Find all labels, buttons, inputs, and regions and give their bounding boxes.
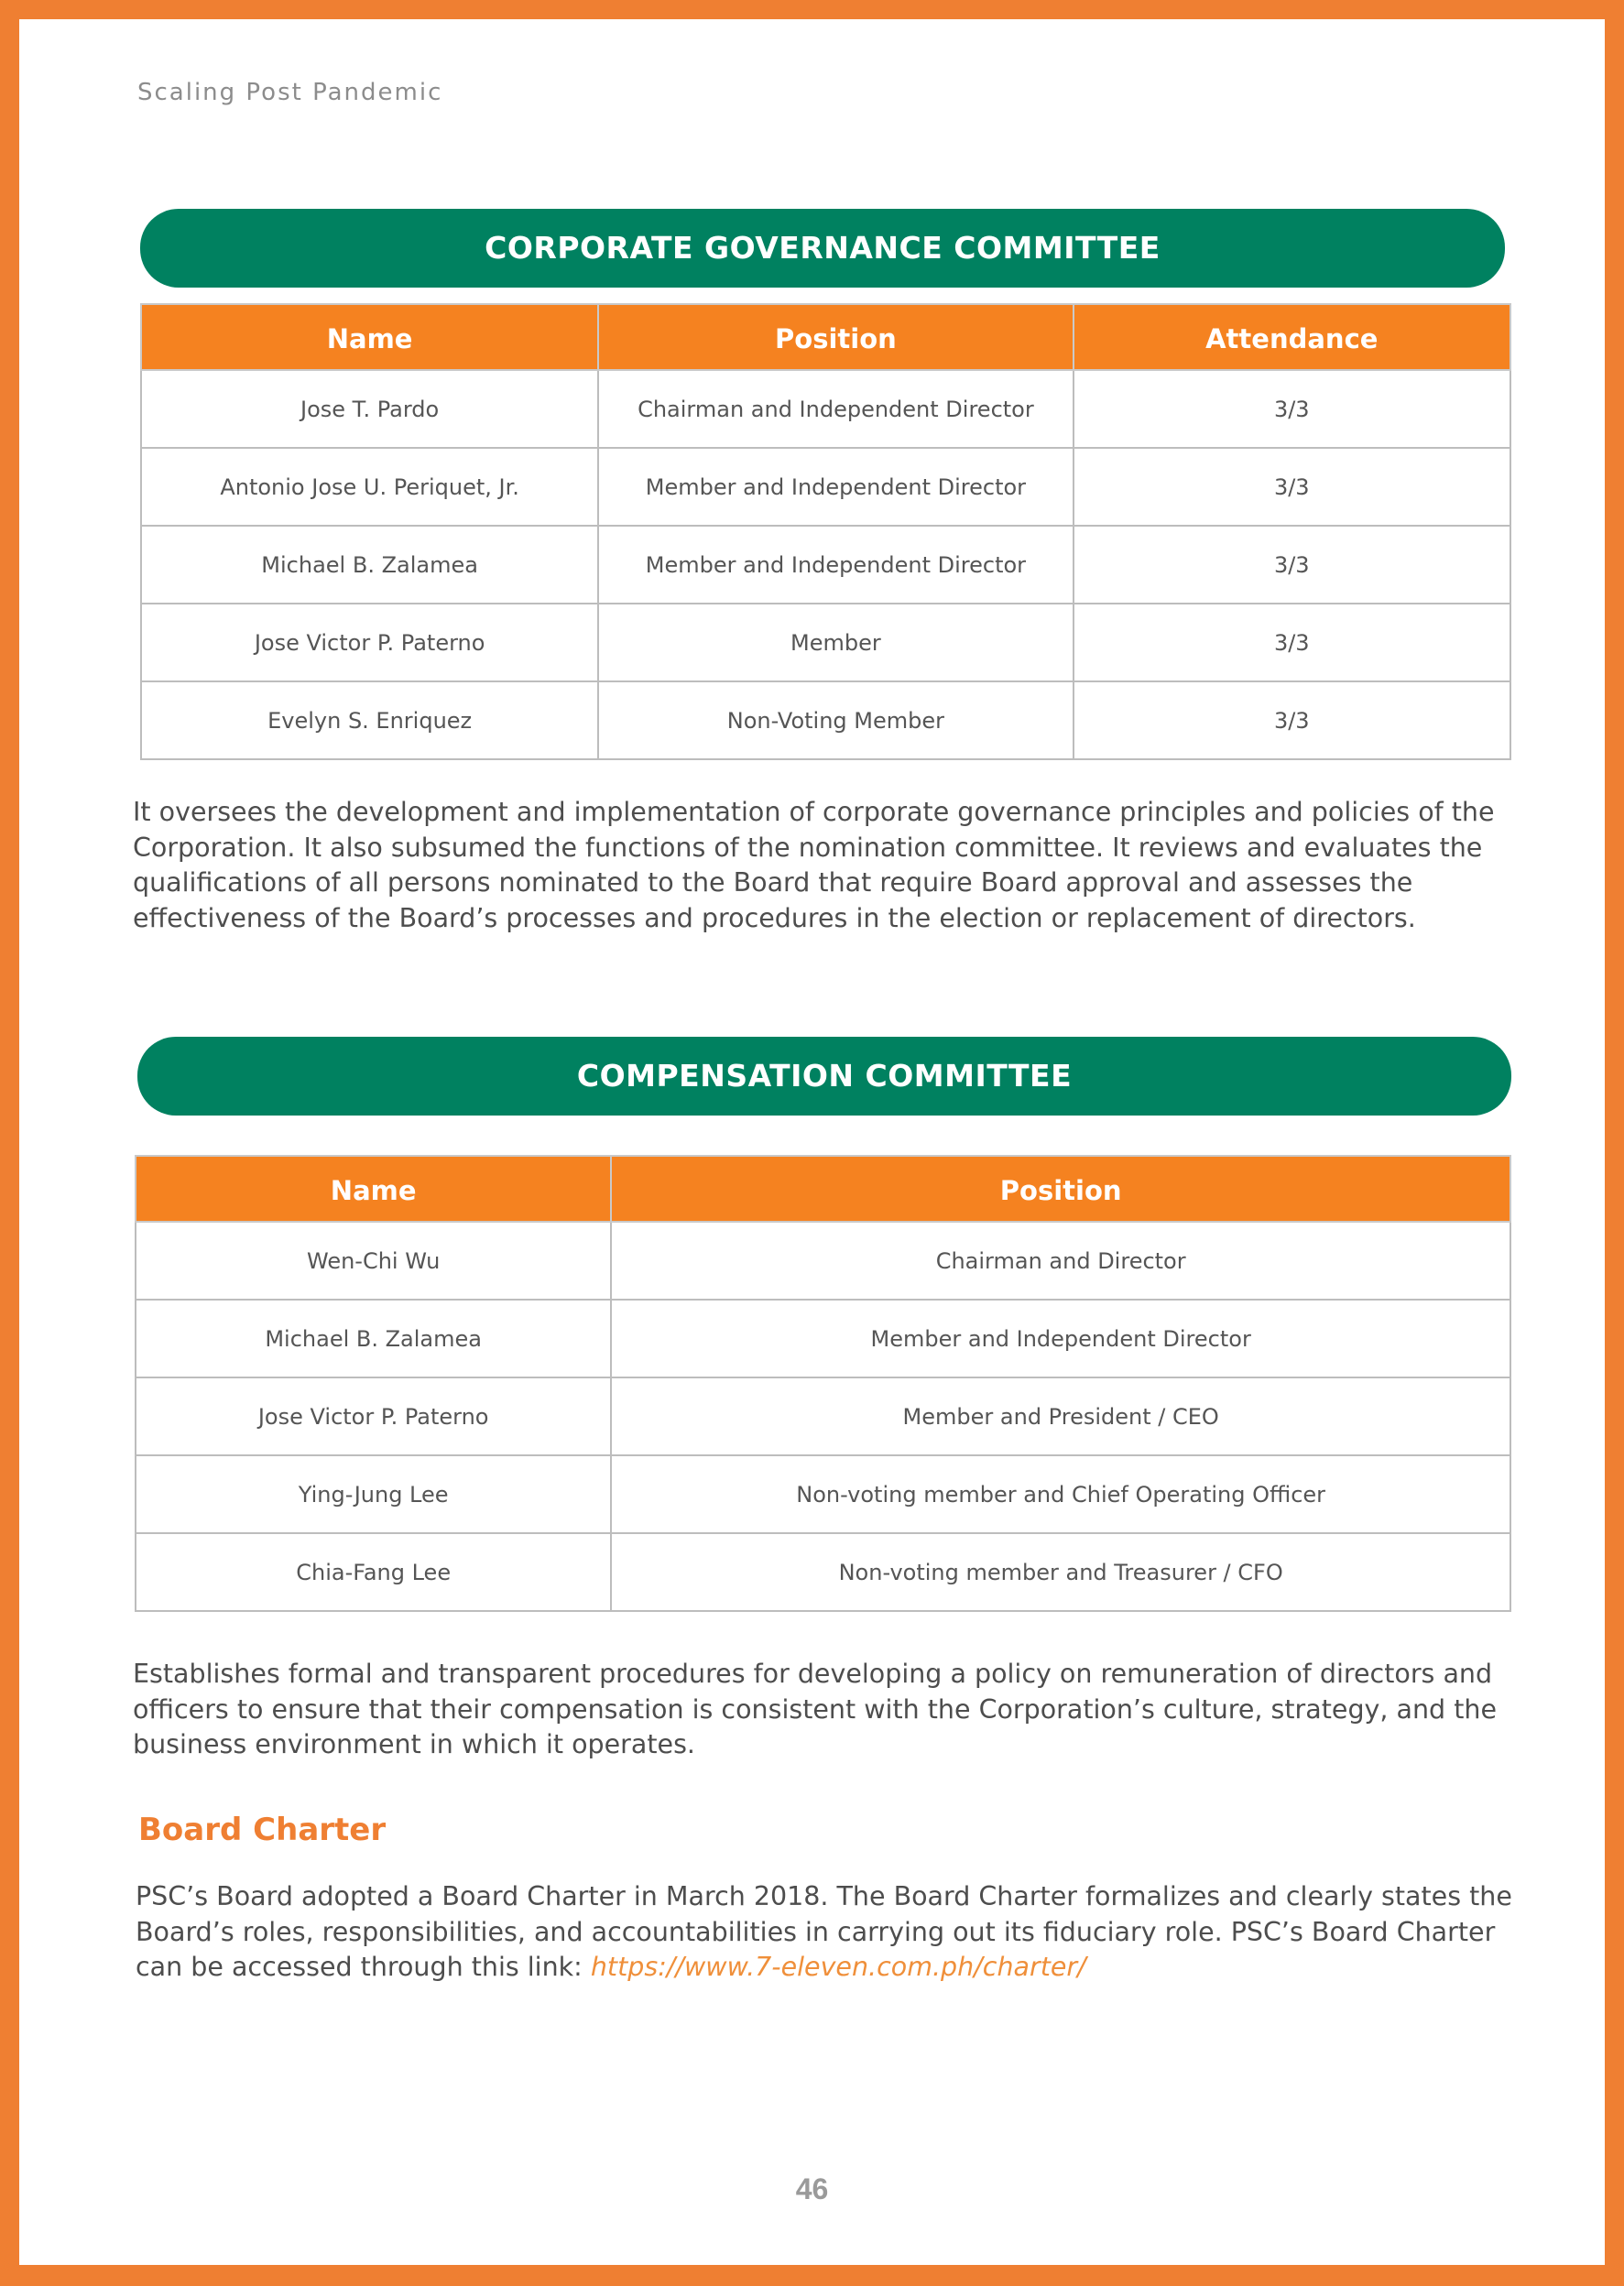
attendance-column-header: Attendance xyxy=(1074,304,1510,370)
member-name: Jose Victor P. Paterno xyxy=(136,1377,611,1455)
member-name: Jose T. Pardo xyxy=(141,370,598,448)
running-head: Scaling Post Pandemic xyxy=(137,79,443,106)
member-name: Jose Victor P. Paterno xyxy=(141,604,598,681)
member-attendance: 3/3 xyxy=(1074,526,1510,604)
member-attendance: 3/3 xyxy=(1074,681,1510,759)
table-row xyxy=(136,1455,1510,1533)
member-name: Evelyn S. Enriquez xyxy=(141,681,598,759)
compensation-committee-table xyxy=(135,1155,1511,1612)
board-charter-text xyxy=(136,1879,1514,1986)
member-name: Wen-Chi Wu xyxy=(136,1222,611,1300)
name-column-header: Name xyxy=(136,1156,611,1222)
member-name: Michael B. Zalamea xyxy=(136,1300,611,1377)
member-position: Member and Independent Director xyxy=(598,526,1073,604)
member-position: Member and Independent Director xyxy=(598,448,1073,526)
governance-committee-table xyxy=(140,303,1511,760)
table-row xyxy=(141,370,1510,448)
member-attendance: 3/3 xyxy=(1074,448,1510,526)
member-name: Michael B. Zalamea xyxy=(141,526,598,604)
page-number: 46 xyxy=(795,2172,829,2205)
compensation-committee-banner: COMPENSATION COMMITTEE xyxy=(137,1037,1511,1116)
table-row xyxy=(141,448,1510,526)
position-column-header: Position xyxy=(611,1156,1510,1222)
member-position: Non-voting member and Treasurer / CFO xyxy=(611,1533,1510,1611)
member-position: Chairman and Director xyxy=(611,1222,1510,1300)
member-name: Antonio Jose U. Periquet, Jr. xyxy=(141,448,598,526)
table-row xyxy=(136,1300,1510,1377)
member-position: Non-voting member and Chief Operating Officer xyxy=(611,1455,1510,1533)
table-row xyxy=(136,1222,1510,1300)
governance-committee-banner: CORPORATE GOVERNANCE COMMITTEE xyxy=(140,209,1505,288)
table-row xyxy=(136,1377,1510,1455)
board-charter-heading: Board Charter xyxy=(138,1812,387,1848)
member-position: Member and President / CEO xyxy=(611,1377,1510,1455)
table-header-row xyxy=(136,1156,1510,1222)
member-name: Chia-Fang Lee xyxy=(136,1533,611,1611)
board-charter-body: PSC’s Board adopted a Board Charter in March 2018. The Board Charter formalizes and clearly states the Board’s roles, responsibilities, and accountabilities in carrying out its fiduciary role. PSC’s Board Charter can be accessed through this link: xyxy=(136,1881,1512,1982)
governance-description: It oversees the development and implementation of corporate governance principles and policies of the Corporation. It also subsumed the functions of the nomination committee. It reviews and evaluates the qualifications of all persons nominated to the Board that require Board approval and assesses the effectiveness of the Board’s processes and procedures in the election or replacement of directors. xyxy=(133,797,1495,933)
member-position: Chairman and Independent Director xyxy=(598,370,1073,448)
table-row xyxy=(141,681,1510,759)
position-column-header: Position xyxy=(598,304,1073,370)
table-header-row xyxy=(141,304,1510,370)
table-row xyxy=(136,1533,1510,1611)
member-position: Member xyxy=(598,604,1073,681)
table-row xyxy=(141,526,1510,604)
member-name: Ying-Jung Lee xyxy=(136,1455,611,1533)
member-attendance: 3/3 xyxy=(1074,370,1510,448)
name-column-header: Name xyxy=(141,304,598,370)
member-attendance: 3/3 xyxy=(1074,604,1510,681)
table-row xyxy=(141,604,1510,681)
board-charter-link[interactable]: https://www.7-eleven.com.ph/charter/ xyxy=(590,1952,1086,1982)
compensation-description: Establishes formal and transparent procedures for developing a policy on remuneration of directors and officers to ensure that their compensation is consistent with the Corporation’s culture, strategy, and the business environment in which it operates. xyxy=(133,1659,1497,1759)
member-position: Member and Independent Director xyxy=(611,1300,1510,1377)
member-position: Non-Voting Member xyxy=(598,681,1073,759)
